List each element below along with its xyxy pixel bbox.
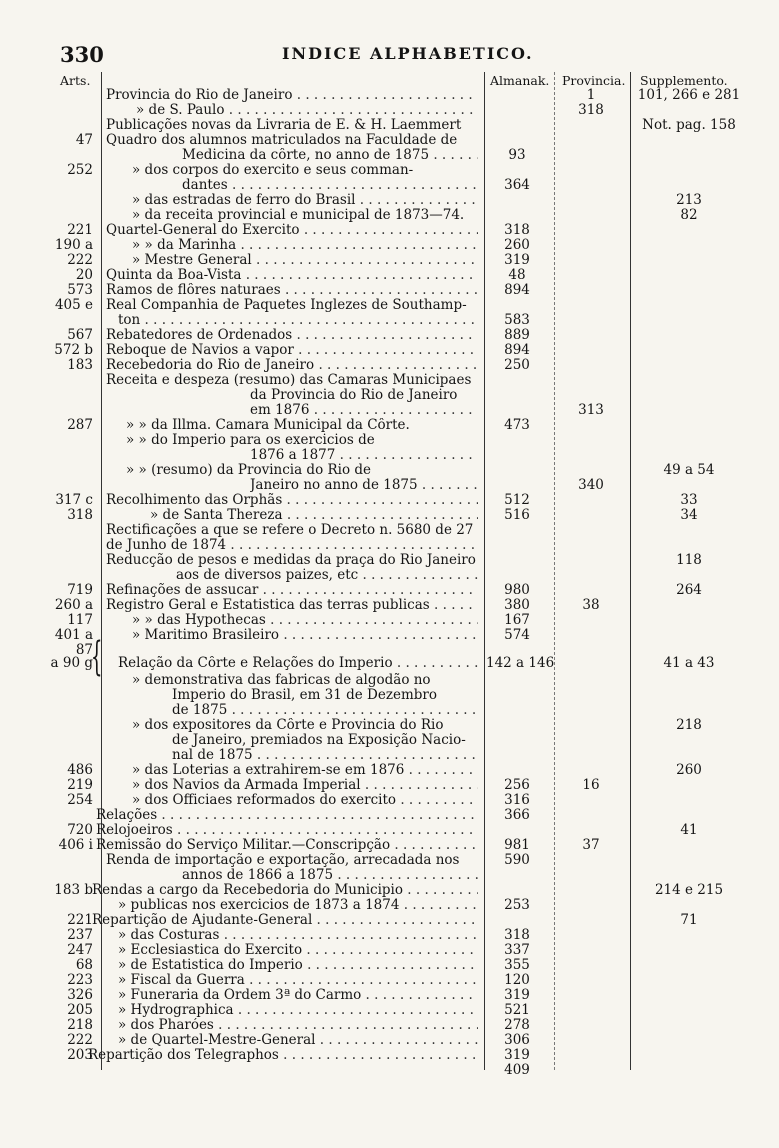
index-entry — [0, 613, 779, 628]
entry-article-number: 237 — [67, 927, 93, 943]
entry-supplemento-page: 260 — [676, 762, 702, 778]
entry-description: » » da Marinha . . . — [132, 238, 478, 253]
entry-article-number: 117 — [67, 612, 93, 628]
entry-description: ton . . . — [118, 313, 478, 328]
entry-description: Refinações de assucar . . . — [106, 583, 478, 598]
entry-description: » de Santa Thereza . . . — [150, 508, 478, 523]
entry-description: » » das Hypothecas . . . — [132, 613, 478, 628]
index-entry — [0, 883, 779, 898]
index-entry — [0, 343, 779, 358]
index-entry — [0, 208, 779, 223]
entry-description: de Janeiro, premiados na Exposição Nacio- — [172, 733, 466, 748]
index-entry — [0, 253, 779, 268]
index-entry — [0, 703, 779, 718]
index-entry — [0, 1063, 779, 1078]
entry-description: Recolhimento das Orphãs . . . — [106, 493, 478, 508]
entry-supplemento-page: 218 — [676, 717, 702, 733]
index-entry — [0, 1003, 779, 1018]
entry-description: » de Quartel-Mestre-General . . . — [118, 1033, 478, 1048]
entry-article-number: 572 b — [54, 342, 93, 358]
entry-almanak-page: 250 — [504, 357, 530, 373]
entry-description: » da receita provincial e municipal de 1873—74. — [132, 208, 465, 223]
entry-supplemento-page: 41 — [680, 822, 698, 838]
entry-almanak-page: 319 — [504, 987, 530, 1003]
entry-description: Reboque de Navios a vapor . . . — [106, 343, 478, 358]
entry-article-number: 47 — [75, 132, 93, 148]
entry-description: dantes . . . — [182, 178, 478, 193]
entry-almanak-page: 278 — [504, 1017, 530, 1033]
index-entry — [0, 223, 779, 238]
entry-description: » dos corpos do exercito e seus comman- — [132, 163, 414, 178]
entry-almanak-page: 256 — [504, 777, 530, 793]
index-entry — [0, 928, 779, 943]
entry-almanak-page: 93 — [508, 147, 526, 163]
index-entry — [0, 656, 779, 671]
entry-article-number: 247 — [67, 942, 93, 958]
entry-almanak-page: 355 — [504, 957, 530, 973]
entry-description: de 1875 . . . — [172, 703, 478, 718]
entry-article-number: 567 — [67, 327, 93, 343]
entry-almanak-page: 894 — [504, 342, 530, 358]
entry-almanak-page: 512 — [504, 492, 530, 508]
entry-description: » Funeraria da Ordem 3ª do Carmo . . . — [118, 988, 478, 1003]
index-entry — [0, 823, 779, 838]
index-entry — [0, 103, 779, 118]
index-entry — [0, 583, 779, 598]
entry-almanak-page: 574 — [504, 627, 530, 643]
entry-almanak-page: 521 — [504, 1002, 530, 1018]
entry-article-number: 252 — [67, 162, 93, 178]
entry-description: » das Loterias a extrahirem-se em 1876 . . . — [132, 763, 478, 778]
entry-provincia-page: 37 — [582, 837, 600, 853]
entry-almanak-page: 319 — [504, 252, 530, 268]
entry-description: 1876 a 1877 . . . — [250, 448, 478, 463]
index-entry — [0, 943, 779, 958]
entry-almanak-page: 167 — [504, 612, 530, 628]
index-entry — [0, 868, 779, 883]
entry-description: » Maritimo Brasileiro . . . — [132, 628, 478, 643]
index-entry — [0, 133, 779, 148]
entry-article-number: 254 — [67, 792, 93, 808]
index-entry — [0, 838, 779, 853]
entry-article-number: 190 a — [54, 237, 93, 253]
entry-supplemento-page: 34 — [680, 507, 698, 523]
entry-provincia-page: 16 — [582, 777, 600, 793]
entry-article-number: 183 — [67, 357, 93, 373]
entry-almanak-page: 337 — [504, 942, 530, 958]
index-entry — [0, 388, 779, 403]
entry-description: » Ecclesiastica do Exercito . . . — [118, 943, 478, 958]
index-entry — [0, 163, 779, 178]
entry-description: Remissão do Serviço Militar.—Conscripção . . . — [96, 838, 478, 853]
entry-description: Rectificações a que se refere o Decreto n. 5680 de 27 — [106, 523, 474, 538]
entry-description: » de Estatistica do Imperio . . . — [118, 958, 478, 973]
entry-description: » Fiscal da Guerra . . . — [118, 973, 478, 988]
index-entry — [0, 553, 779, 568]
entry-supplemento-page: 118 — [676, 552, 702, 568]
index-entry — [0, 283, 779, 298]
index-entry — [0, 988, 779, 1003]
entry-almanak-page: 142 a 146 — [486, 655, 555, 671]
index-entry — [0, 88, 779, 103]
entry-almanak-page: 306 — [504, 1032, 530, 1048]
entry-article-number: 222 — [67, 252, 93, 268]
entry-description: Receita e despeza (resumo) das Camaras Municipaes — [106, 373, 472, 388]
index-entry — [0, 793, 779, 808]
entry-description: Medicina da côrte, no anno de 1875 . . . — [182, 148, 478, 163]
index-entry — [0, 298, 779, 313]
entry-article-number: 401 a — [54, 627, 93, 643]
entry-almanak-page: 583 — [504, 312, 530, 328]
entry-supplemento-page: 264 — [676, 582, 702, 598]
index-entry — [0, 148, 779, 163]
entry-provincia-page: 313 — [578, 402, 604, 418]
entry-description: Registro Geral e Estatistica das terras publicas . . . — [106, 598, 478, 613]
entry-article-number: 205 — [67, 1002, 93, 1018]
index-entry — [0, 688, 779, 703]
entry-article-number: 222 — [67, 1032, 93, 1048]
index-entry — [0, 958, 779, 973]
entry-article-number: 405 e — [54, 297, 93, 313]
index-entry — [0, 538, 779, 553]
entry-description: Repartição dos Telegraphos . . . — [88, 1048, 478, 1063]
entry-almanak-page: 889 — [504, 327, 530, 343]
entry-description: Relações . . . — [96, 808, 478, 823]
index-entry — [0, 493, 779, 508]
index-entry — [0, 478, 779, 493]
entry-description: Provincia do Rio de Janeiro . . . — [106, 88, 478, 103]
entry-almanak-page: 260 — [504, 237, 530, 253]
entry-almanak-page: 380 — [504, 597, 530, 613]
entry-almanak-page: 516 — [504, 507, 530, 523]
entry-description: Publicações novas da Livraria de E. & H. Laemmert — [106, 118, 462, 133]
entry-article-number: 183 b — [54, 882, 93, 898]
entry-supplemento-page: 71 — [680, 912, 698, 928]
index-entry — [0, 673, 779, 688]
entry-supplemento-page: 214 e 215 — [654, 882, 724, 898]
index-entry — [0, 598, 779, 613]
entry-article-number: 486 — [67, 762, 93, 778]
entry-description: » publicas nos exercicios de 1873 a 1874 . . . — [118, 898, 478, 913]
index-entry — [0, 748, 779, 763]
entry-provincia-page: 1 — [586, 87, 596, 103]
entry-description: Quadro dos alumnos matriculados na Faculdade de — [106, 133, 458, 148]
page-number: 330 — [60, 42, 104, 67]
entry-description: Rebatedores de Ordenados . . . — [106, 328, 478, 343]
entry-almanak-page: 366 — [504, 807, 530, 823]
index-entry — [0, 403, 779, 418]
entry-article-number: 223 — [67, 972, 93, 988]
entry-description: Rendas a cargo da Recebedoria do Municipio . . . — [92, 883, 478, 898]
column-header-supplemento: Supplemento. — [640, 73, 728, 88]
entry-almanak-page: 981 — [504, 837, 530, 853]
entry-description: » dos expositores da Côrte e Provincia do Rio — [132, 718, 444, 733]
entry-article-number: 317 c — [55, 492, 93, 508]
index-entry — [0, 1018, 779, 1033]
entry-description: Real Companhia de Paquetes Inglezes de Southamp- — [106, 298, 467, 313]
entry-almanak-page: 48 — [508, 267, 526, 283]
entry-article-number: 221 — [67, 222, 93, 238]
index-entry — [0, 268, 779, 283]
entry-almanak-page: 120 — [504, 972, 530, 988]
entry-article-number: 20 — [75, 267, 93, 283]
entry-description: » » da Illma. Camara Municipal da Côrte. — [126, 418, 410, 433]
entry-description: nal de 1875 . . . — [172, 748, 478, 763]
entry-article-number: 573 — [67, 282, 93, 298]
index-entry — [0, 1033, 779, 1048]
entry-almanak-page: 318 — [504, 927, 530, 943]
index-entry — [0, 808, 779, 823]
entry-description: Quartel-General do Exercito . . . — [106, 223, 478, 238]
entry-almanak-page: 253 — [504, 897, 530, 913]
entry-article-number: 406 i — [58, 837, 93, 853]
index-entry — [0, 778, 779, 793]
entry-almanak-page: 980 — [504, 582, 530, 598]
entry-description: Relação da Côrte e Relações do Imperio . . . — [118, 656, 478, 671]
index-entry — [0, 193, 779, 208]
entry-provincia-page: 340 — [578, 477, 604, 493]
entry-supplemento-page: 101, 266 e 281 — [637, 87, 741, 103]
index-entry — [0, 853, 779, 868]
entry-description: Recebedoria do Rio de Janeiro . . . — [106, 358, 478, 373]
index-entry — [0, 118, 779, 133]
entry-description: em 1876 . . . — [250, 403, 478, 418]
entry-article-number: 326 — [67, 987, 93, 1003]
entry-almanak-page: 473 — [504, 417, 530, 433]
entry-supplemento-page: Not. pag. 158 — [642, 117, 736, 133]
entry-description: de Junho de 1874 . . . — [106, 538, 478, 553]
entry-description: Quinta da Boa-Vista . . . — [106, 268, 478, 283]
column-header-almanak: Almanak. — [490, 73, 550, 88]
entry-description: Renda de importação e exportação, arrecadada nos — [106, 853, 460, 868]
entry-article-number: a 90 g — [50, 655, 93, 671]
entry-provincia-page: 38 — [582, 597, 600, 613]
index-entry — [0, 463, 779, 478]
entry-description: » de S. Paulo . . . — [136, 103, 478, 118]
index-entry — [0, 523, 779, 538]
entry-almanak-page: 318 — [504, 222, 530, 238]
entry-article-number: 87 — [75, 642, 93, 658]
entry-description: annos de 1866 a 1875 . . . — [182, 868, 478, 883]
entry-article-number: 260 a — [54, 597, 93, 613]
entry-almanak-page: 590 — [504, 852, 530, 868]
entry-description: » das estradas de ferro do Brasil . . . — [132, 193, 478, 208]
entry-supplemento-page: 49 a 54 — [663, 462, 715, 478]
index-entry — [0, 313, 779, 328]
entry-description: » » (resumo) da Provincia do Rio de — [126, 463, 372, 478]
index-entry — [0, 898, 779, 913]
entry-almanak-page: 409 — [504, 1062, 530, 1078]
entry-supplemento-page: 213 — [676, 192, 702, 208]
entry-description: Janeiro no anno de 1875 . . . — [250, 478, 478, 493]
index-entry — [0, 718, 779, 733]
relacao-brace: { — [91, 634, 103, 680]
page-title: INDICE ALPHABETICO. — [282, 44, 534, 63]
index-entry — [0, 628, 779, 643]
index-entry — [0, 418, 779, 433]
entry-description: » Hydrographica . . . — [118, 1003, 478, 1018]
index-entry — [0, 913, 779, 928]
entry-article-number: 720 — [67, 822, 93, 838]
index-entry — [0, 973, 779, 988]
index-entry — [0, 373, 779, 388]
entry-article-number: 68 — [75, 957, 93, 973]
entry-almanak-page: 364 — [504, 177, 530, 193]
column-header-provincia: Provincia. — [562, 73, 626, 88]
index-entry — [0, 508, 779, 523]
entry-article-number: 221 — [67, 912, 93, 928]
entry-description: » dos Navios da Armada Imperial . . . — [132, 778, 478, 793]
entry-description: » das Costuras . . . — [118, 928, 478, 943]
index-entry — [0, 1048, 779, 1063]
entry-description: Imperio do Brasil, em 31 de Dezembro — [172, 688, 437, 703]
column-header-arts: Arts. — [60, 73, 91, 88]
entry-description: » Mestre General . . . — [132, 253, 478, 268]
entry-almanak-page: 316 — [504, 792, 530, 808]
entry-almanak-page: 894 — [504, 282, 530, 298]
index-entry — [0, 568, 779, 583]
index-entry — [0, 763, 779, 778]
entry-article-number: 219 — [67, 777, 93, 793]
entry-article-number: 218 — [67, 1017, 93, 1033]
entry-description: Ramos de flôres naturaes . . . — [106, 283, 478, 298]
entry-description: Repartição de Ajudante-General . . . — [92, 913, 478, 928]
entry-description: aos de diversos paizes, etc . . . — [176, 568, 478, 583]
index-entry — [0, 328, 779, 343]
index-entry — [0, 238, 779, 253]
entry-supplemento-page: 41 a 43 — [663, 655, 715, 671]
entry-description: Relojoeiros . . . — [96, 823, 478, 838]
index-entry — [0, 448, 779, 463]
entry-article-number: 203 — [67, 1047, 93, 1063]
entry-article-number: 287 — [67, 417, 93, 433]
entry-description: » dos Officiaes reformados do exercito . . . — [132, 793, 478, 808]
entry-description: Reducção de pesos e medidas da praça do Rio Janeiro — [106, 553, 476, 568]
index-entry — [0, 433, 779, 448]
entry-description: da Provincia do Rio de Janeiro — [250, 388, 458, 403]
index-entry — [0, 178, 779, 193]
entry-description: » demonstrativa das fabricas de algodão no — [132, 673, 431, 688]
entry-supplemento-page: 82 — [680, 207, 698, 223]
entry-description: » dos Pharóes . . . — [118, 1018, 478, 1033]
entry-article-number: 719 — [67, 582, 93, 598]
entry-description: » » do Imperio para os exercicios de — [126, 433, 375, 448]
index-entry — [0, 733, 779, 748]
entry-almanak-page: 319 — [504, 1047, 530, 1063]
entry-article-number: 318 — [67, 507, 93, 523]
entry-supplemento-page: 33 — [680, 492, 698, 508]
entry-provincia-page: 318 — [578, 102, 604, 118]
index-entry — [0, 358, 779, 373]
